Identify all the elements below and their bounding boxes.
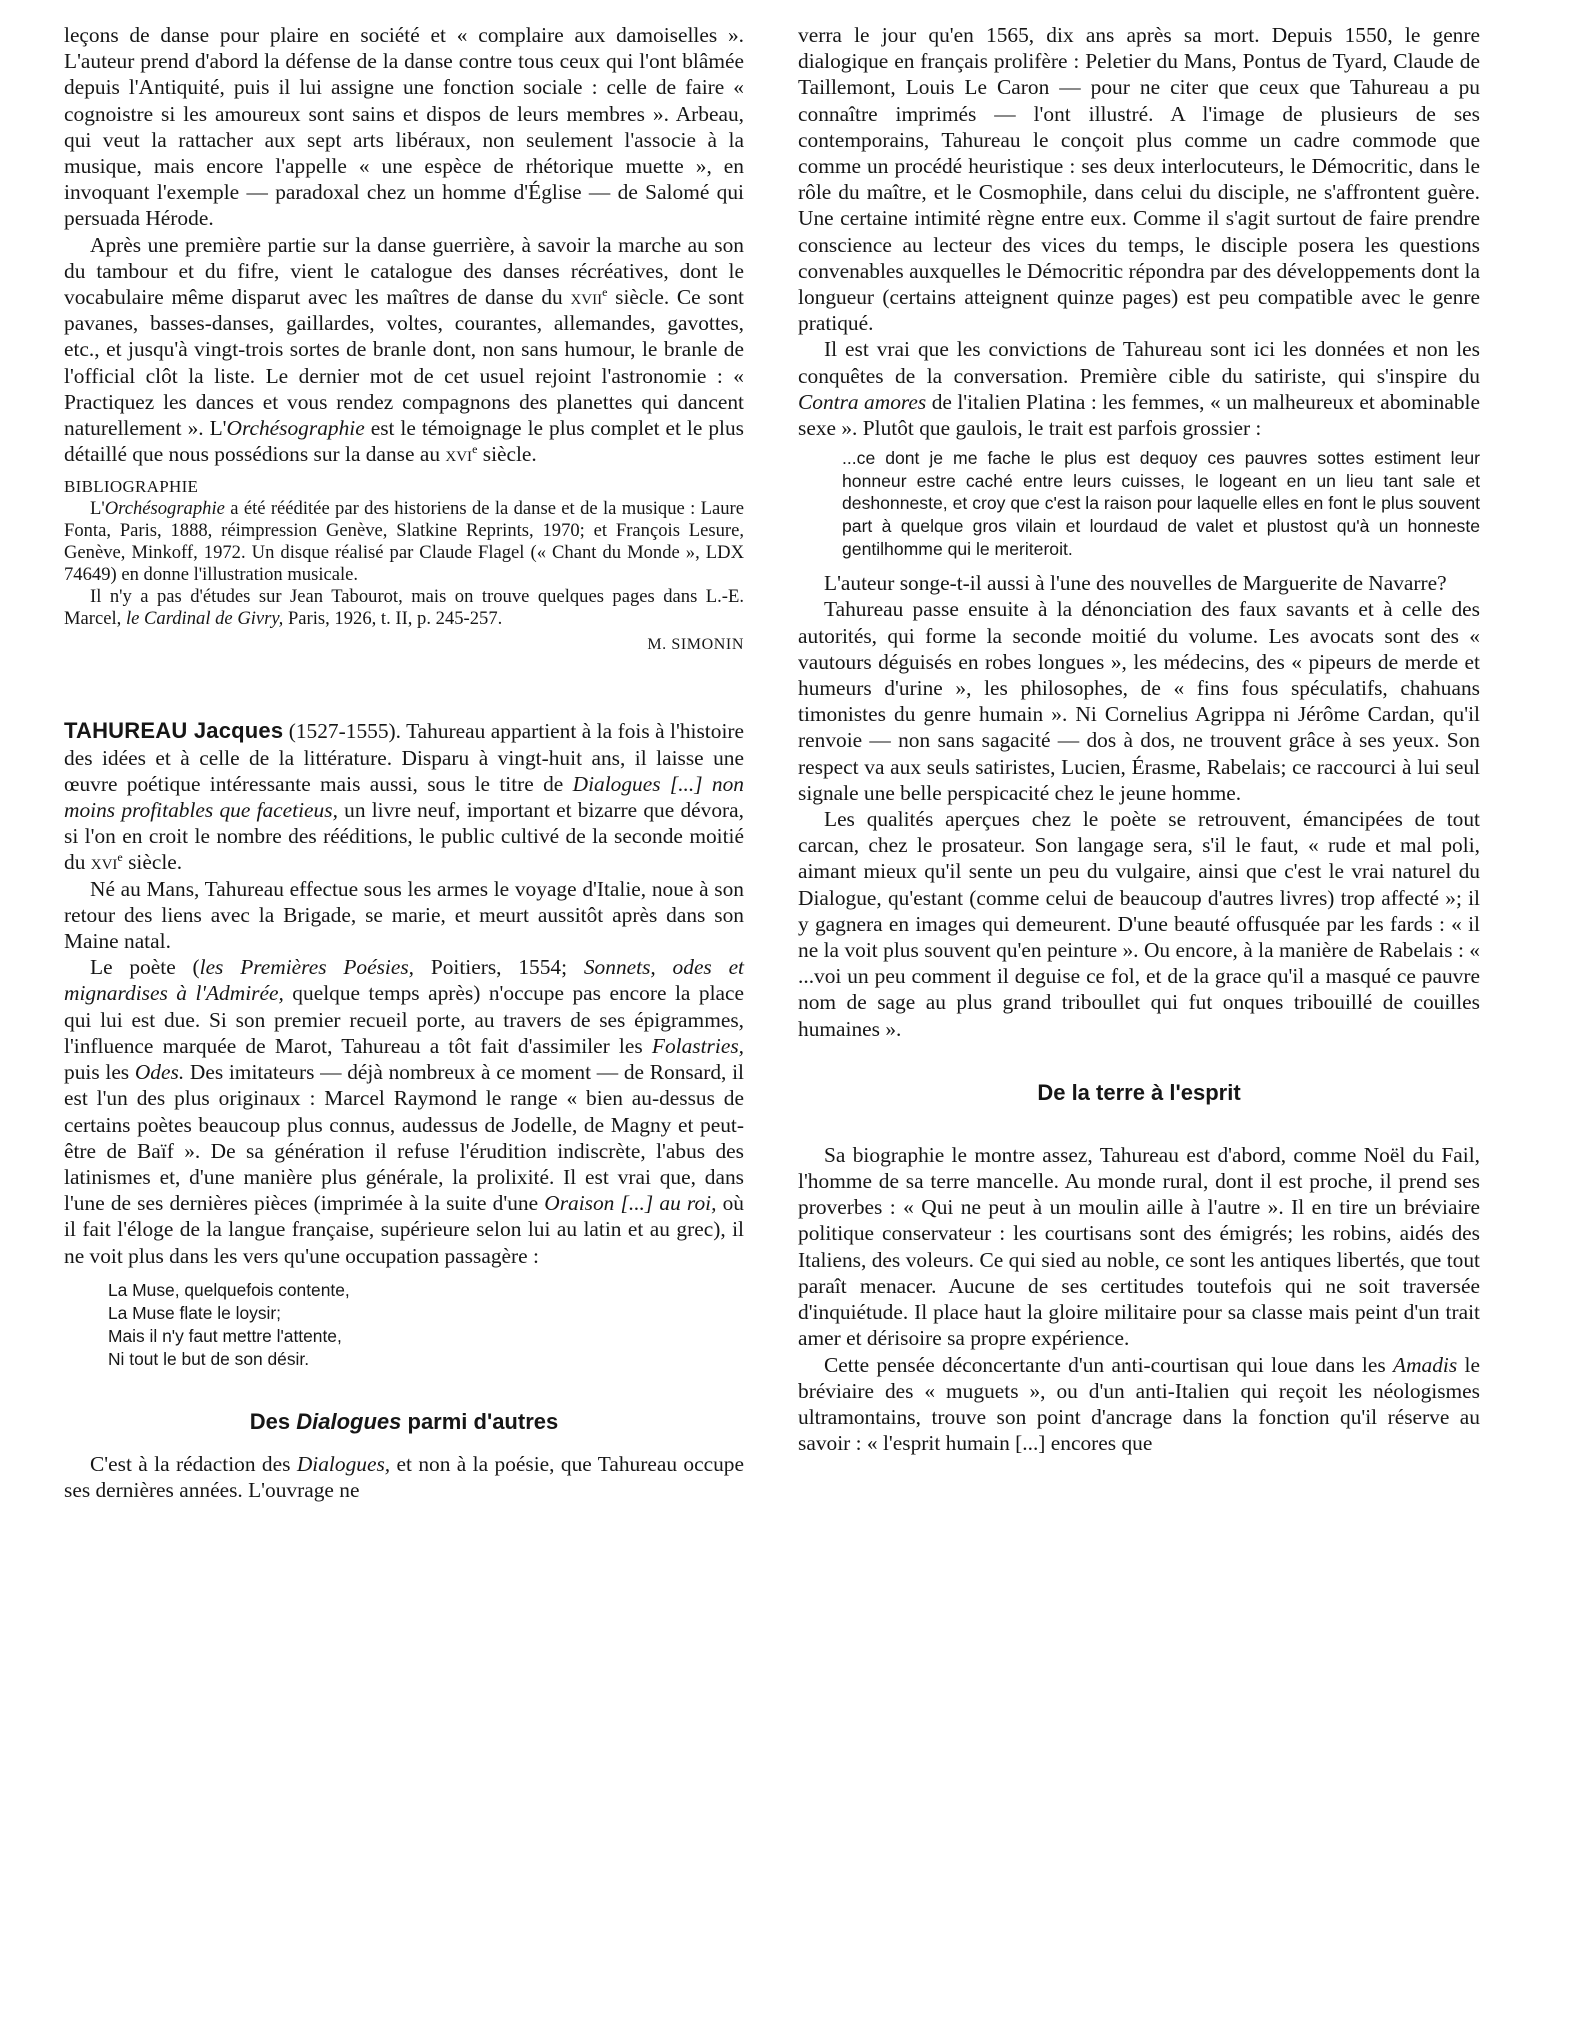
bibliography-heading: BIBLIOGRAPHIE [64,477,199,497]
paragraph-dialogues-start: C'est à la rédaction des Dialogues, et non à la poésie, que Tahureau occupe ses dernières années. L'ouvrage ne [64,1451,744,1502]
left-column [64,22,744,1503]
section-heading-dialogues: Des Dialogues parmi d'autres [249,1408,559,1434]
poem-line: Ni tout le but de son désir. [108,1348,310,1369]
bibliography-entry: Il n'y a pas d'études sur Jean Tabourot, mais on trouve quelques pages dans L.-E. Marcel, le Cardinal de Givry, Paris, 1926, t. II, p. 245-257. [64,586,744,630]
bibliography-entry: L'Orchésographie a été rééditée par des historiens de la danse et de la musique : Laure Fonta, Paris, 1888, réimpression Genève, Slatkine Reprints, 1970; et François Lesure, Genève, Minkoff, 1972. Un disque réalisé par Claude Flagel (« Chant du Monde », LDX 74649) en donne l'illustration musicale. [64,498,744,586]
poem-line: Mais il n'y faut mettre l'attente, [108,1325,342,1346]
paragraph-poete: Le poète (les Premières Poésies, Poitiers, 1554; Sonnets, odes et mignardises à l'Admirée, quelque temps après) n'occupe pas encore la place qui lui est due. Si son premier recueil porte, au travers de ses épigrammes, l'influence marquée de Marot, Tahureau a tôt fait d'assimiler les Folastries, puis les Odes. Des imitateurs — déjà nombreux à ce moment — de Ronsard, il est l'un des plus originaux : Marcel Raymond le range « bien au-dessus de certains poètes beaucoup plus connus, audessus de Jodelle, de Magny et peut-être de Baïf ». De sa génération il refuse l'érudition indiscrète, l'abus des latinismes et, d'une manière plus générale, la prolixité. Il est vrai que, dans l'une de ses dernières pièces (imprimée à la suite d'une Oraison [...] au roi, où il fait l'éloge de la langue française, supérieure selon lui au latin et au grec), il ne voit plus dans les vers qu'une occupation passagère : [64,955,745,1268]
paragraph-genre-dialogique: verra le jour qu'en 1565, dix ans après sa mort. Depuis 1550, le genre dialogique en français prolifère : Peletier du Mans, Pontus de Tyard, Claude de Taillemont, Louis Le Caron — pour ne citer que ceux que Tahureau a pu connaître imprimés — l'ont illustré. A l'image de plusieurs de ses contemporains, Tahureau le conçoit plus comme un cadre commode que comme un procédé heuristique : ses deux interlocuteurs, le Démocritic, dans le rôle du maître, et le Cosmophile, dans celui du disciple, ne s'affrontent guère. Une certaine intimité règne entre eux. Comme il s'agit surtout de faire prendre conscience au lecteur des vices du temps, le disciple posera les questions convenables auxquelles le Démocritic répondra par des développements dont la longueur (certains atteignent quinze pages) est peu compatible avec le genre pratiqué. [798,23,1480,336]
block-quote: ...ce dont je me fache le plus est dequoy ces pauvres sottes estiment leur honneur estre caché entre leurs cuisses, le logeant en un lieu tant sale et deshonneste, et croy que c'est la raison pour laquelle elles en font le plus souvent part à quelque gros vilain et lourdaud de valet et plustost qu'à un honneste gentilhomme qui le meriteroit. [842,448,1480,559]
right-column [798,22,1480,1456]
paragraph-qualites: Les qualités aperçues chez le poète se retrouvent, émancipées de tout carcan, chez le prosateur. Son langage sera, s'il le faut, « rude et mal poli, aimant mieux qu'il sente un peu du vulgaire, ainsi que c'est le vrai naturel du Dialogue, qu'estant (comme celui de beaucoup d'autres livres) trop affecté »; il y gagnera en images qui demeurent. D'une beauté offusquée par les fards : « il ne la voit plus souvent qu'en peinture ». Ou encore, à la manière de Rabelais : « ...voi un peu comment il deguise ce fol, et de la grace qu'il a masqué ce pauvre nom de sage au plus grand triboullet qui fut onques tribouillé de couilles humaines ». [798,807,1480,1041]
paragraph-danse-catalogue: Après une première partie sur la danse guerrière, à savoir la marche au son du tambour et du fifre, vient le catalogue des danses récréatives, dont le vocabulaire même disparut avec les maîtres de danse du xvii$^e$ siècle. Ce sont pavanes, basses-danses, gaillardes, voltes, courantes, allemandes, gavottes, etc., et jusqu'à vingt-trois sortes de branle dont, non sans humour, le branle de l'official clôt la liste. Le dernier mot de cet usuel rejoint l'astronomie : « Practiquez les dances et vous rendez compagnons des planettes qui dancent naturellement ». L'Orchésographie est le témoignage le plus complet et le plus détaillé que nous possédions sur la danse au xvi$^e$ siècle. [64,232,744,467]
poem-quote [108,1279,744,1371]
author-signature: M. SIMONIN [647,636,744,654]
entry-heading: TAHUREAU Jacques [64,718,284,744]
paragraph-marguerite: L'auteur songe-t-il aussi à l'une des nouvelles de Marguerite de Navarre? [824,571,1447,596]
paragraph-biography: Né au Mans, Tahureau effectue sous les armes le voyage d'Italie, noue à son retour des liens avec la Brigade, se marie, et meurt aussitôt après dans son Maine natal. [64,876,744,954]
poem-line: La Muse, quelquefois contente, [108,1279,350,1300]
paragraph-pensee: Cette pensée déconcertante d'un anti-courtisan qui loue dans les Amadis le bréviaire des « muguets », ou d'un anti-Italien qui reçoit les néologismes ultramontains, trouve son point d'ancrage dans la fonction qu'il réserve au savoir : « l'esprit humain [...] encores que [798,1352,1480,1456]
paragraph-convictions: Il est vrai que les convictions de Tahureau sont ici les données et non les conquêtes de la conversation. Première cible du satiriste, qui s'inspire du Contra amores de l'italien Platina : les femmes, « un malheureux et abominable sexe ». Plutôt que gaulois, le trait est parfois grossier : [798,337,1480,441]
paragraph-biographie: Sa biographie le montre assez, Tahureau est d'abord, comme Noël du Fail, l'homme de sa terre mancelle. Au monde rural, dont il est proche, il prend ses proverbes : « Qui ne peut à un moulin aille à l'autre ». Il en tire un bréviaire politique conservateur : les courtisans sont des émigrés; les robins, aidés des Italiens, des voleurs. Ce qui sied au noble, ce sont les antiques libertés, que tout paraît menacer. Aucune de ses certitudes toutefois qui ne soit traversée d'inquiétude. Il place haut la gloire militaire pour sa classe mais peint d'un trait amer et dérisoire sa propre expérience. [798,1142,1480,1351]
poem-line: La Muse flate le loysir; [108,1302,282,1323]
bibliography [64,476,744,630]
section-heading-terre-esprit: De la terre à l'esprit [1037,1079,1241,1105]
paragraph-faux-savants: Tahureau passe ensuite à la dénonciation des faux savants et à celle des autorités, qui forme la seconde moitié du volume. Les avocats sont des « vautours déguisés en robes longues », les médecins, des « pipeurs de merde et humeurs d'urine », les philosophes, de « fins fous spéculatifs, chahuans timonistes du genre humain ». Ni Cornelius Agrippa ni Jérôme Cardan, qu'il renvoie — non sans sagacité — dos à dos, ne trouvent grâce à ses yeux. Son respect va aux seuls satiristes, Lucien, Érasme, Rabelais; ce raccourci à lui seul signale une belle perspicacité chez le jeune homme. [798,597,1480,805]
entry-tahureau-intro: TAHUREAU Jacques (1527-1555). Tahureau appartient à la fois à l'histoire des idées et à celle de la littérature. Disparu à vingt-huit ans, il laisse une œuvre poétique intéressante mais aussi, sous le titre de Dialogues [...] non moins profitables que facetieus, un livre neuf, important et bizarre que dévora, si l'on en croit le nombre des rééditions, le public cultivé de la seconde moitié du xvi$^e$ siècle. [64,718,745,875]
paragraph-danse-intro: leçons de danse pour plaire en société et « complaire aux damoiselles ». L'auteur prend d'abord la défense de la danse contre tous ceux qui l'ont blâmée depuis l'Antiquité, puis il lui assigne une fonction sociale : celle de faire « cognoistre si les amoureux sont sains et dispos de leurs membres ». Arbeau, qui veut la rattacher aux sept arts libéraux, non seulement l'associe à la musique, mais encore l'appelle « une espèce de rhétorique muette », en invoquant l'exemple — paradoxal chez un homme d'Église — de Salomé qui persuada Hérode. [64,23,744,231]
